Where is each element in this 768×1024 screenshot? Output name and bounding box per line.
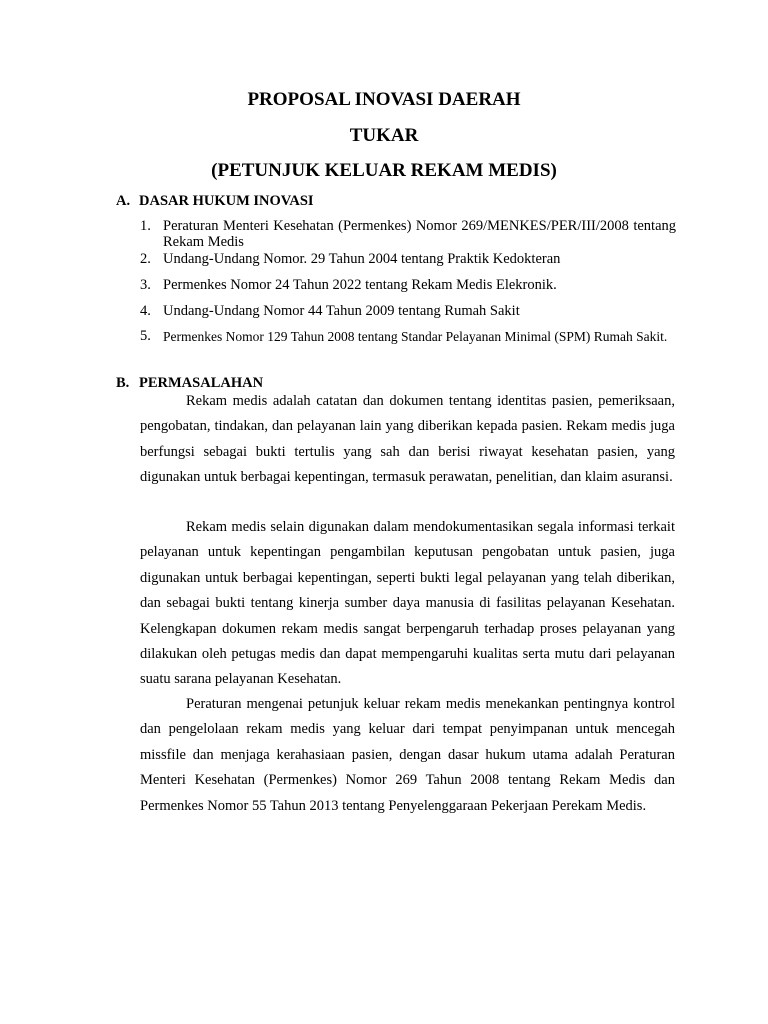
section-a-title: DASAR HUKUM INOVASI [139,193,314,209]
document-subtitle-detail: (PETUNJUK KELUAR REKAM MEDIS) [211,160,557,181]
body-paragraph: Peraturan mengenai petunjuk keluar rekam medis menekankan pentingnya kontrol dan pengelolaan rekam medis yang keluar dari tempat penyimpanan untuk mencegah missfile dan menjaga kerahasiaan pasien, dengan dasar hukum utama adalah Peraturan Menteri Kesehatan (Permenkes) Nomor 269 Tahun 2008 tentang Rekam Medis dan Permenkes Nomor 55 Tahun 2013 tentang Penyelenggaraan Pekerjaan Perekam Medis. [140,696,675,814]
list-item-text: Undang-Undang Nomor 44 Tahun 2009 tentang Rumah Sakit [163,303,520,319]
list-item-text: Permenkes Nomor 24 Tahun 2022 tentang Rekam Medis Elekronik. [163,277,557,293]
list-item [140,218,676,250]
document-subtitle: TUKAR [349,125,419,146]
list-item [140,251,676,267]
section-b-title: PERMASALAHAN [139,375,264,391]
list-item-number: 1. [140,218,151,234]
list-item-number: 3. [140,277,151,293]
list-item-number: 5. [140,328,151,344]
list-item-number: 4. [140,303,151,319]
body-paragraph: Rekam medis selain digunakan dalam mendokumentasikan segala informasi terkait pelayanan untuk kepentingan pengambilan keputusan pengobatan untuk pasien, juga digunakan untuk berbagai kepentingan, seperti bukti legal pelayanan yang telah diberikan, dan sebagai bukti tentang kinerja sumber daya manusia di fasilitas pelayanan Kesehatan. Kelengkapan dokumen rekam medis sangat berpengaruh terhadap proses pelayanan yang dilakukan oleh petugas medis dan dapat mempengaruhi kualitas serta mutu dari pelayanan suatu sarana pelayanan Kesehatan. [140,519,675,688]
section-b-letter: B. [116,375,130,391]
list-item-text: Peraturan Menteri Kesehatan (Permenkes) Nomor 269/MENKES/PER/III/2008 tentang Rekam Medis [163,218,676,250]
section-a-heading [116,192,314,210]
list-item [140,303,676,319]
list-item-text: Undang-Undang Nomor. 29 Tahun 2004 tentang Praktik Kedokteran [163,251,561,267]
body-paragraph: Rekam medis adalah catatan dan dokumen tentang identitas pasien, pemeriksaan, pengobatan, tindakan, dan pelayanan lain yang diberikan kepada pasien. Rekam medis juga berfungsi sebagai bukti tertulis yang sah dan berisi riwayat kesehatan pasien, yang digunakan untuk berbagai kepentingan, termasuk perawatan, penelitian, dan klaim asuransi. [140,393,675,486]
section-a-letter: A. [116,193,131,209]
list-item [140,277,676,293]
document-title: PROPOSAL INOVASI DAERAH [247,89,521,110]
list-item [140,328,676,349]
list-item-number: 2. [140,251,151,267]
list-item-text: Permenkes Nomor 129 Tahun 2008 tentang Standar Pelayanan Minimal (SPM) Rumah Sakit. [163,329,668,344]
